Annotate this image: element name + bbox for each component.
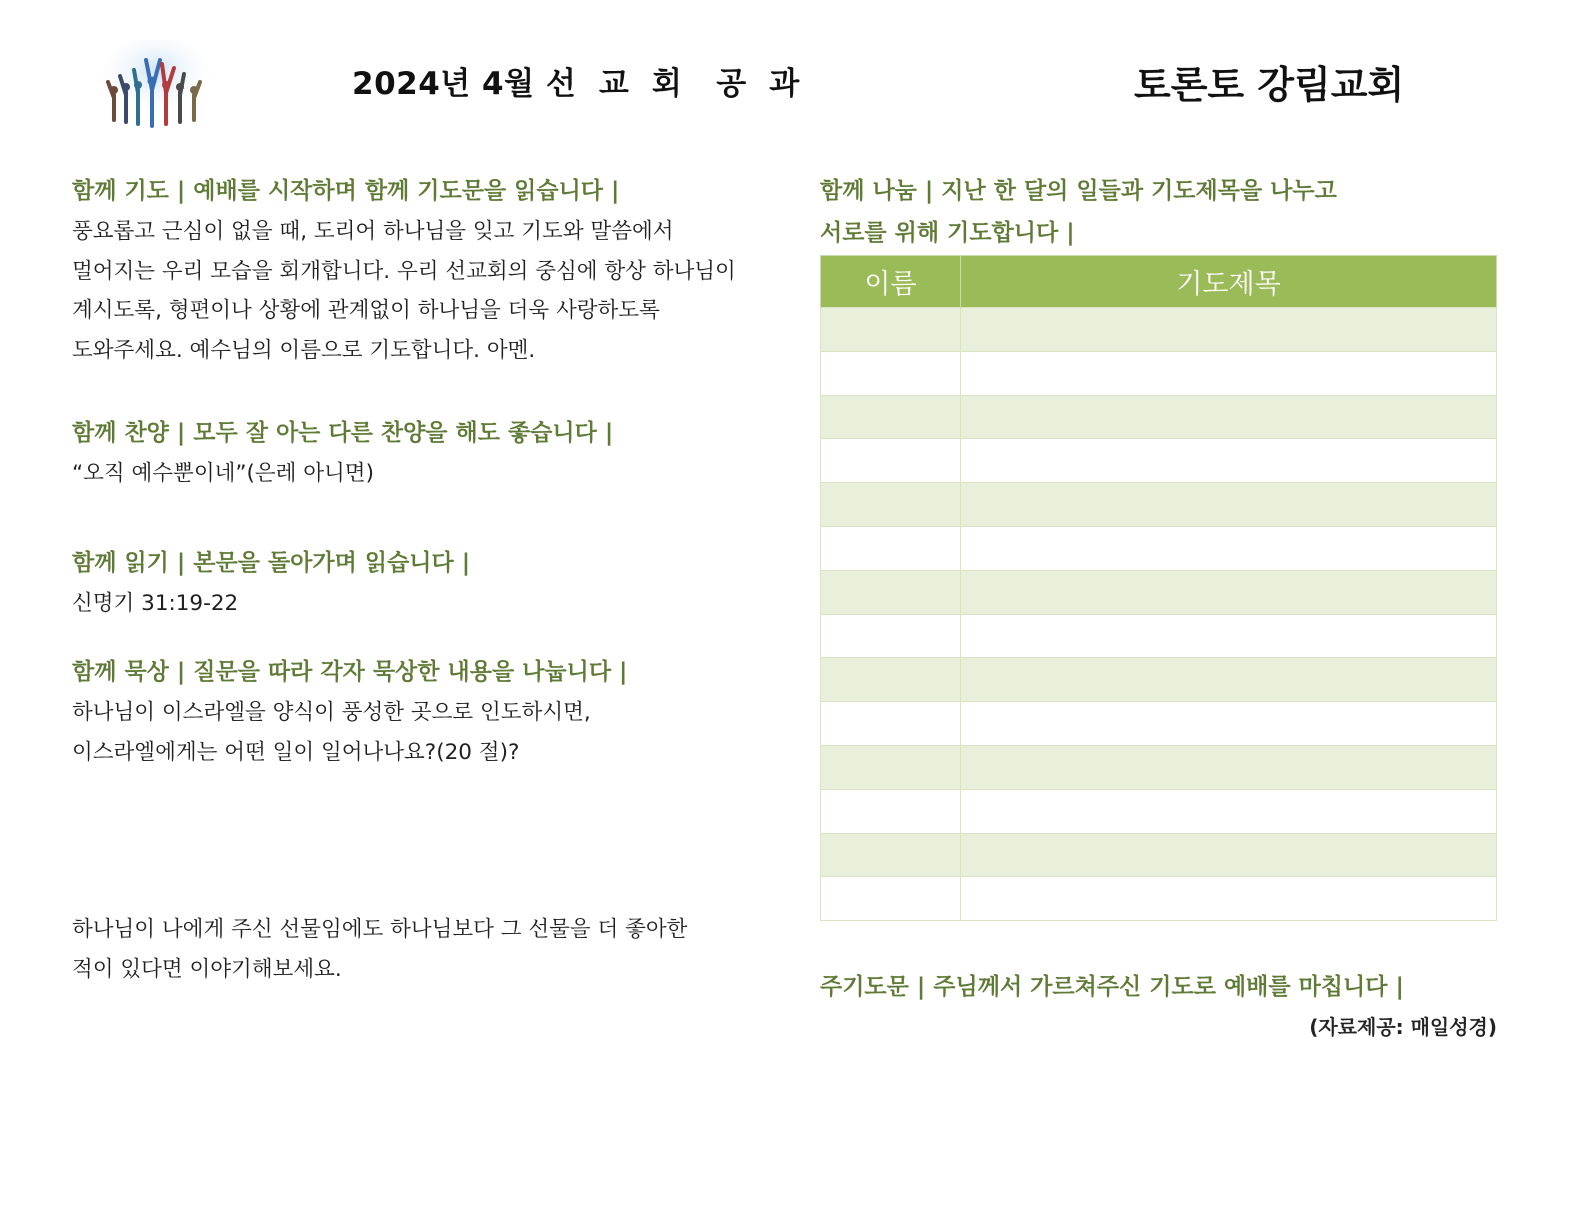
prayer-text-line: 계시도록, 형편이나 상황에 관계없이 하나님을 더욱 사랑하도록 bbox=[72, 298, 660, 323]
praise-song: “오직 예수뿐이네”(은레 아니면) bbox=[72, 461, 374, 486]
prayer-text-line: 풍요롭고 근심이 없을 때, 도리어 하나님을 잊고 기도와 말씀에서 bbox=[72, 219, 674, 244]
prayer-heading: 함께 기도 | 예배를 시작하며 함께 기도문을 읽습니다 | bbox=[72, 178, 620, 204]
name-cell[interactable] bbox=[821, 833, 961, 877]
name-cell[interactable] bbox=[821, 570, 961, 614]
reading-heading: 함께 읽기 | 본문을 돌아가며 읽습니다 | bbox=[72, 549, 471, 576]
name-cell[interactable] bbox=[821, 526, 961, 570]
prayer-request-cell[interactable] bbox=[961, 658, 1497, 702]
name-cell[interactable] bbox=[821, 351, 961, 395]
name-cell[interactable] bbox=[821, 702, 961, 746]
name-cell[interactable] bbox=[821, 439, 961, 483]
name-cell[interactable] bbox=[821, 658, 961, 702]
prayer-request-cell[interactable] bbox=[961, 877, 1497, 921]
name-cell[interactable] bbox=[821, 395, 961, 439]
name-cell[interactable] bbox=[821, 877, 961, 921]
name-cell[interactable] bbox=[821, 789, 961, 833]
prayer-request-cell[interactable] bbox=[961, 702, 1497, 746]
table-row bbox=[821, 395, 1497, 439]
name-cell[interactable] bbox=[821, 483, 961, 527]
left-column bbox=[72, 170, 772, 989]
praise-section bbox=[72, 412, 772, 494]
table-row bbox=[821, 351, 1497, 395]
sharing-section bbox=[820, 170, 1497, 254]
table-row bbox=[821, 877, 1497, 921]
prayer-request-cell[interactable] bbox=[961, 483, 1497, 527]
table-row bbox=[821, 614, 1497, 658]
table-row bbox=[821, 483, 1497, 527]
table-row bbox=[821, 789, 1497, 833]
prayer-request-cell[interactable] bbox=[961, 614, 1497, 658]
meditation-question-2: 적이 있다면 이야기해보세요. bbox=[72, 956, 342, 982]
sharing-heading: 서로를 위해 기도합니다 | bbox=[820, 220, 1075, 246]
scripture-reference: 신명기 31:19-22 bbox=[72, 590, 239, 616]
prayer-request-cell[interactable] bbox=[961, 526, 1497, 570]
people-raising-hands-logo bbox=[100, 40, 212, 136]
prayer-request-cell[interactable] bbox=[961, 351, 1497, 395]
name-column-header: 이름 bbox=[821, 256, 961, 308]
meditation-question-1: 이스라엘에게는 어떤 일이 일어나나요?(20 절)? bbox=[72, 739, 520, 765]
table-row bbox=[821, 526, 1497, 570]
prayer-request-column-header: 기도제목 bbox=[961, 256, 1497, 308]
prayer-request-cell[interactable] bbox=[961, 789, 1497, 833]
table-body bbox=[821, 308, 1497, 921]
sharing-heading: 함께 나눔 | 지난 한 달의 일들과 기도제목을 나누고 bbox=[820, 178, 1337, 204]
table-row bbox=[821, 658, 1497, 702]
reading-section bbox=[72, 542, 772, 624]
source-credit: (자료제공: 매일성경) bbox=[1309, 1015, 1497, 1039]
prayer-request-table bbox=[820, 255, 1497, 921]
table-row bbox=[821, 308, 1497, 352]
prayer-text-line: 멀어지는 우리 모습을 회개합니다. 우리 선교회의 중심에 항상 하나님이 bbox=[72, 258, 736, 284]
table-row bbox=[821, 745, 1497, 789]
table-row bbox=[821, 570, 1497, 614]
praise-heading: 함께 찬양 | 모두 잘 아는 다른 찬양을 해도 좋습니다 | bbox=[72, 420, 614, 446]
meditation-question-2: 하나님이 나에게 주신 선물임에도 하나님보다 그 선물을 더 좋아한 bbox=[72, 917, 688, 942]
document-title: 2024년 4월 선 교 회 공 과 bbox=[352, 66, 800, 102]
prayer-request-cell[interactable] bbox=[961, 308, 1497, 352]
church-name: 토론토 강림교회 bbox=[1134, 63, 1405, 107]
prayer-request-cell[interactable] bbox=[961, 439, 1497, 483]
prayer-request-cell[interactable] bbox=[961, 833, 1497, 877]
name-cell[interactable] bbox=[821, 614, 961, 658]
table-header-row bbox=[821, 256, 1497, 308]
meditation-question-1: 하나님이 이스라엘을 양식이 풍성한 곳으로 인도하시면, bbox=[72, 700, 591, 725]
table-row bbox=[821, 439, 1497, 483]
name-cell[interactable] bbox=[821, 745, 961, 789]
table-row bbox=[821, 833, 1497, 877]
table-row bbox=[821, 702, 1497, 746]
meditation-heading: 함께 묵상 | 질문을 따라 각자 묵상한 내용을 나눕니다 | bbox=[72, 659, 628, 685]
closing-prayer-heading: 주기도문 | 주님께서 가르쳐주신 기도로 예배를 마칩니다 | bbox=[820, 974, 1404, 1000]
prayer-text-line: 도와주세요. 예수님의 이름으로 기도합니다. 아멘. bbox=[72, 337, 536, 363]
prayer-section bbox=[72, 170, 772, 370]
prayer-request-cell[interactable] bbox=[961, 570, 1497, 614]
prayer-request-cell[interactable] bbox=[961, 395, 1497, 439]
name-cell[interactable] bbox=[821, 308, 961, 352]
meditation-section bbox=[72, 651, 772, 989]
prayer-request-cell[interactable] bbox=[961, 745, 1497, 789]
